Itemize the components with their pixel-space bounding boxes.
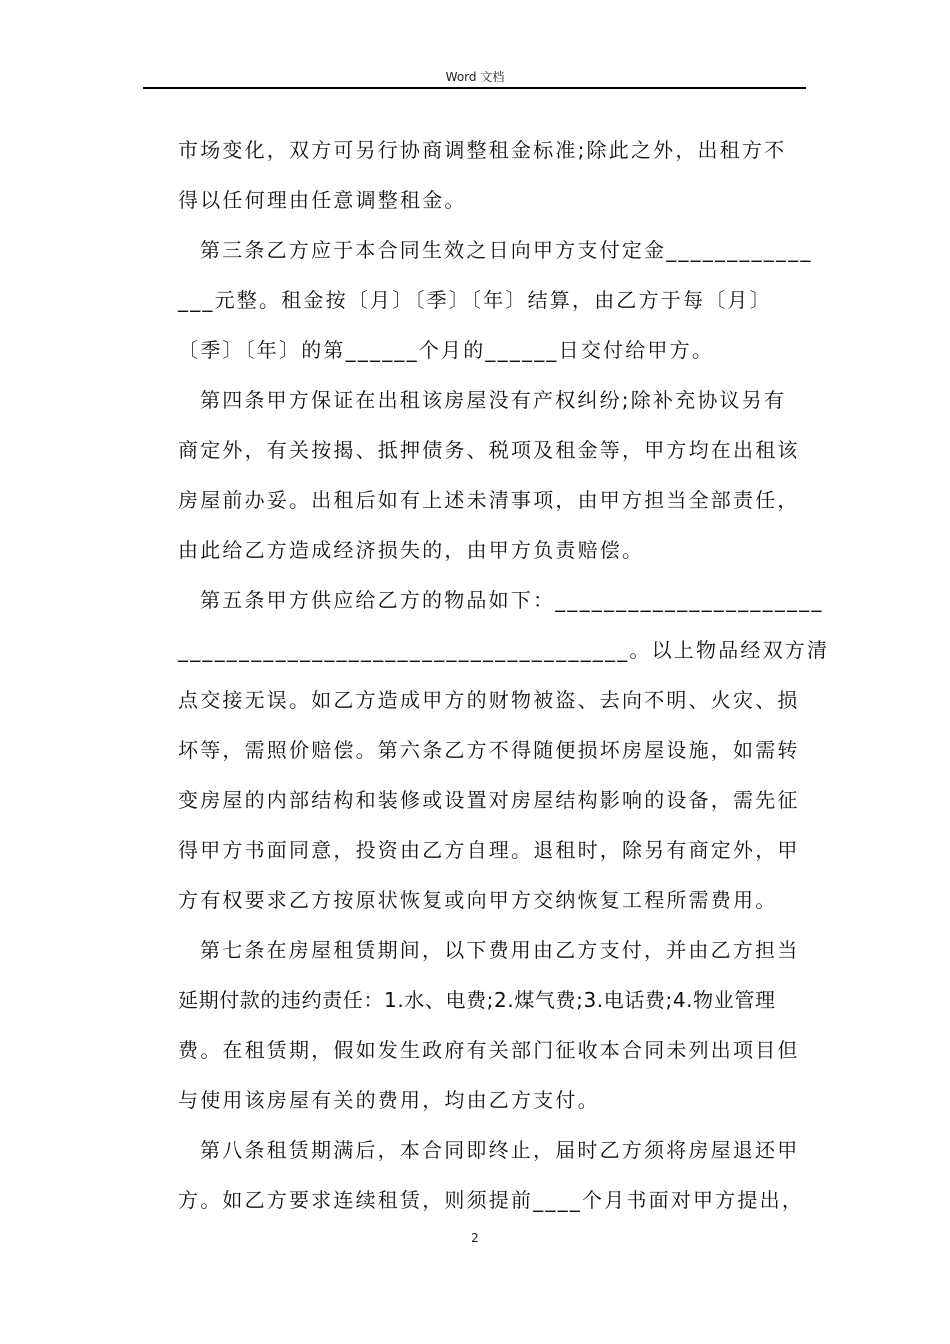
line-text: 延期付款的违约责任：1.水、电费;2.煤气费;3.电话费;4.物业管理 [178, 988, 776, 1012]
line-text: 房屋前办妥。出租后如有上述未清事项，由甲方担当全部责任， [178, 488, 800, 512]
paragraph-line [178, 1125, 804, 1175]
fill-blank: ______________________ [555, 588, 824, 612]
line-text: 。以上物品经双方清 [629, 638, 830, 662]
header-title: Word 文档 [445, 70, 505, 84]
paragraph-line [178, 675, 804, 725]
line-text: 〔季〕〔年〕的第 [178, 338, 346, 362]
line-text: 第五条甲方供应给乙方的物品如下： [200, 588, 556, 612]
line-text: 坏等，需照价赔偿。第六条乙方不得随便损坏房屋设施，如需转 [178, 738, 800, 762]
paragraph-line [178, 275, 804, 325]
fill-blank: ______ [345, 338, 419, 362]
page-number: 2 [471, 1231, 479, 1245]
paragraph-line [178, 475, 804, 525]
line-text: 市场变化，双方可另行协商调整租金标准;除此之外，出租方不 [178, 138, 787, 162]
fill-blank: _____________________________________ [178, 638, 630, 662]
paragraph-line [178, 725, 804, 775]
paragraph-line [178, 225, 813, 275]
line-text: 方有权要求乙方按原状恢复或向甲方交纳恢复工程所需费用。 [178, 888, 778, 912]
header-divider [143, 87, 806, 89]
line-text: 第八条租赁期满后，本合同即终止，届时乙方须将房屋退还甲 [200, 1138, 800, 1162]
line-text: 个月的 [418, 338, 486, 362]
fill-blank: ______ [485, 338, 559, 362]
line-text: 变房屋的内部结构和装修或设置对房屋结构影响的设备，需先征 [178, 788, 800, 812]
paragraph-line [178, 875, 804, 925]
paragraph-line [178, 425, 804, 475]
paragraph-line [178, 975, 804, 1025]
paragraph-line [178, 775, 804, 825]
line-text: 由此给乙方造成经济损失的，由甲方负责赔偿。 [178, 538, 645, 562]
line-text: 得以任何理由任意调整租金。 [178, 188, 467, 212]
line-text: 个月书面对甲方提出， [582, 1188, 805, 1212]
fill-blank: ____ [533, 1188, 583, 1212]
paragraph-line [178, 625, 830, 675]
paragraph-line [178, 1175, 804, 1225]
paragraph-line [178, 1025, 804, 1075]
line-text: 第四条甲方保证在出租该房屋没有产权纠纷;除补充协议另有 [200, 388, 787, 412]
line-text: 日交付给甲方。 [558, 338, 715, 362]
document-body [178, 125, 830, 1225]
line-text: 第七条在房屋租赁期间，以下费用由乙方支付，并由乙方担当 [200, 938, 800, 962]
paragraph-line [178, 925, 804, 975]
line-text: 得甲方书面同意，投资由乙方自理。退租时，除另有商定外，甲 [178, 838, 800, 862]
paragraph-line [178, 525, 804, 575]
line-text: 与使用该房屋有关的费用，均由乙方支付。 [178, 1088, 600, 1112]
paragraph-line [178, 125, 804, 175]
fill-blank: ___ [178, 288, 215, 312]
fill-blank: ____________ [666, 238, 813, 262]
paragraph-line [178, 825, 804, 875]
line-text: 费。在租赁期，假如发生政府有关部门征收本合同未列出项目但 [178, 1038, 800, 1062]
paragraph-line [178, 575, 824, 625]
paragraph-line [178, 325, 804, 375]
paragraph-line [178, 1075, 804, 1125]
line-text: 方。如乙方要求连续租赁，则须提前 [178, 1188, 534, 1212]
paragraph-line [178, 175, 804, 225]
line-text: 点交接无误。如乙方造成甲方的财物被盗、去向不明、火灾、损 [178, 688, 800, 712]
paragraph-line [178, 375, 804, 425]
line-text: 第三条乙方应于本合同生效之日向甲方支付定金 [200, 238, 667, 262]
line-text: 元整。租金按〔月〕〔季〕〔年〕结算，由乙方于每〔月〕 [214, 288, 772, 312]
line-text: 商定外，有关按揭、抵押债务、税项及租金等，甲方均在出租该 [178, 438, 800, 462]
